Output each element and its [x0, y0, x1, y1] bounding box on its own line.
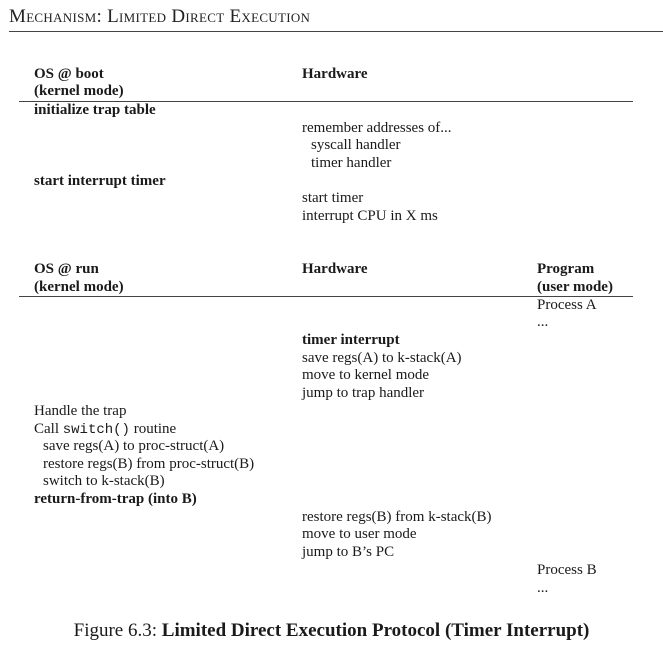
run-col-program-line2: (user mode)	[537, 279, 613, 295]
figure-caption	[0, 620, 663, 642]
run-os-return-from-trap: return-from-trap (into B)	[34, 491, 197, 507]
boot-hw-timer-handler: timer handler	[311, 155, 392, 171]
boot-hw-syscall-handler: syscall handler	[311, 137, 401, 153]
header-rule	[9, 31, 663, 32]
run-hw-save-regs: save regs(A) to k-stack(A)	[302, 350, 462, 366]
run-os-switch-kstack: switch to k-stack(B)	[43, 473, 165, 489]
running-header: Mechanism: Limited Direct Execution	[9, 6, 311, 27]
run-prog-ellipsis-b: ...	[537, 580, 549, 596]
boot-hw-interrupt-cpu: interrupt CPU in X ms	[302, 208, 438, 224]
boot-col-os-line1: OS @ boot	[34, 66, 104, 82]
run-hw-jump-pc: jump to B’s PC	[302, 544, 395, 560]
run-os-handle-trap: Handle the trap	[34, 403, 127, 419]
run-col-hardware: Hardware	[302, 261, 368, 277]
run-col-os-line1: OS @ run	[34, 261, 99, 277]
run-os-call-suffix: routine	[133, 421, 177, 437]
boot-hw-remember: remember addresses of...	[302, 120, 452, 136]
run-prog-ellipsis-a: ...	[537, 314, 549, 330]
run-hw-jump-trap-handler: jump to trap handler	[302, 385, 425, 401]
boot-os-init-trap-table: initialize trap table	[34, 102, 156, 118]
boot-col-hardware: Hardware	[302, 66, 368, 82]
boot-col-os-line2: (kernel mode)	[34, 83, 124, 99]
run-os-save-regs: save regs(A) to proc-struct(A)	[43, 438, 225, 454]
run-hw-restore-regs: restore regs(B) from k-stack(B)	[302, 509, 492, 525]
run-os-restore-regs: restore regs(B) from proc-struct(B)	[43, 456, 255, 472]
run-prog-process-b: Process B	[537, 562, 597, 578]
figure-caption-prefix: Figure 6.3:	[73, 620, 158, 641]
run-prog-process-a: Process A	[537, 297, 597, 313]
run-os-call-prefix: Call	[34, 421, 59, 437]
run-col-os-line2: (kernel mode)	[34, 279, 124, 295]
run-hw-move-user: move to user mode	[302, 526, 417, 542]
figure-caption-title: Limited Direct Execution Protocol (Timer Interrupt)	[161, 620, 590, 641]
run-hw-timer-interrupt: timer interrupt	[302, 332, 400, 348]
run-hw-move-kernel: move to kernel mode	[302, 367, 430, 383]
run-os-call-switch	[34, 421, 176, 440]
run-col-program-line1: Program	[537, 261, 595, 277]
boot-os-start-timer: start interrupt timer	[34, 173, 166, 189]
run-os-call-code: switch()	[62, 422, 130, 438]
boot-hw-start-timer: start timer	[302, 190, 364, 206]
